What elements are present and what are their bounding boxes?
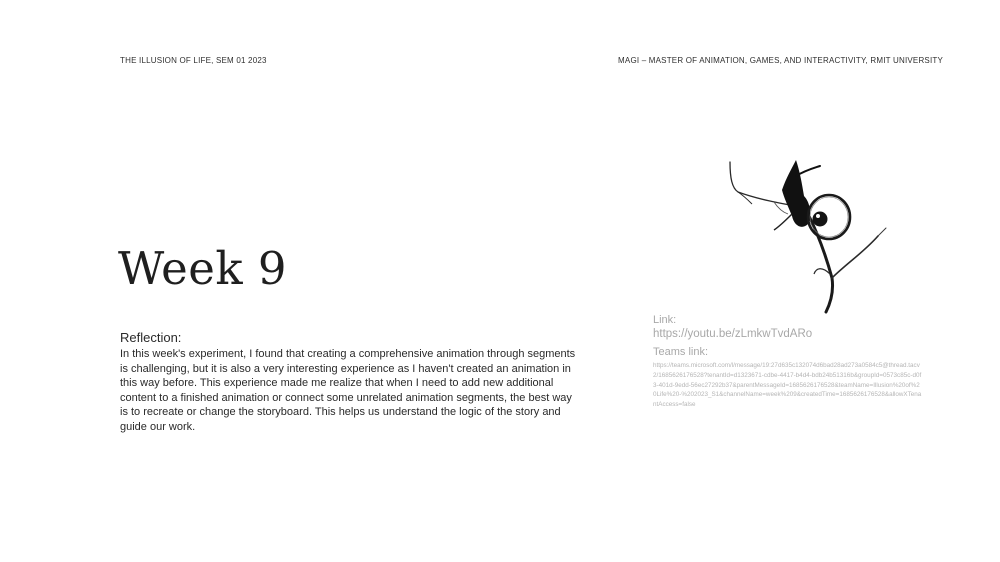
ink-sketch-eye-branch-icon: [722, 156, 894, 314]
reflection-heading: Reflection:: [120, 330, 182, 345]
header-program-title: MAGI – MASTER OF ANIMATION, GAMES, AND INTERACTIVITY, RMIT UNIVERSITY: [618, 56, 943, 65]
reflection-body: In this week's experiment, I found that creating a comprehensive animation through segments is challenging, but it is also a very interesting experience as I haven't created an animation in this way before. This experience made me realize that when I need to add new additional content to a finished animation or connect some unrelated animation segments, the best way is to recreate or change the storyboard. This helps us understand the logic of the story and guide our work.: [120, 348, 576, 433]
header-course-title: THE ILLUSION OF LIFE, SEM 01 2023: [120, 56, 267, 65]
teams-link-label: Teams link:: [653, 346, 709, 358]
youtube-link[interactable]: https://youtu.be/zLmkwTvdARo: [653, 328, 813, 340]
page-title: Week 9: [118, 242, 288, 295]
link-label: Link:: [653, 314, 677, 326]
teams-link[interactable]: https://teams.microsoft.com/l/message/19:27d635c132074d6bad28ad273a0584c5@thread.tacv2/1685626176528?tenantId=d1323671-cdbe-4417-b4d4-bdb24b51316b&groupId=0573c85c-d0f3-401d-9edd-56ec27292b37&parentMessageId=1685626176528&teamName=Illusion%20of%20Life%20-%202023_S1&channelName=week%209&createdTime=1685626176528&allowXTenantAccess=false: [653, 362, 922, 409]
links-panel: [653, 313, 925, 410]
